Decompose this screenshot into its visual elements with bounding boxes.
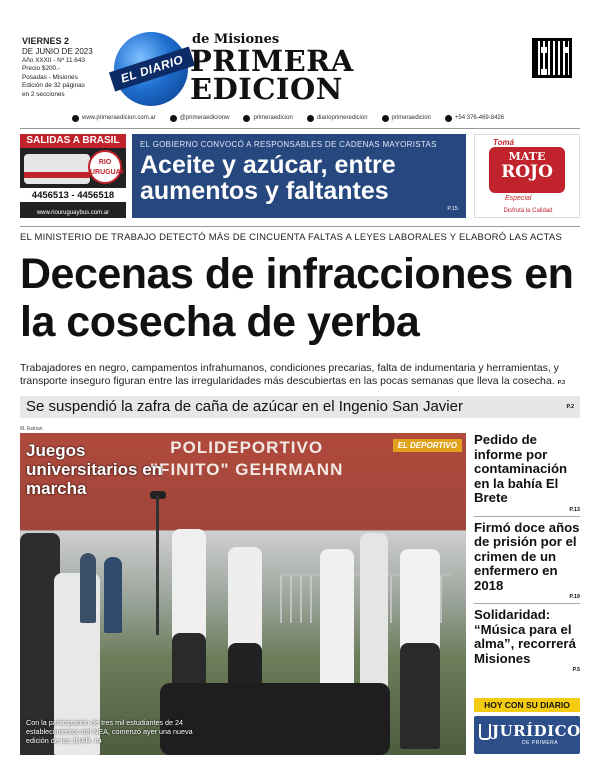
youtube-icon xyxy=(382,115,389,122)
side-story-page: P.5 xyxy=(572,667,580,673)
newspaper-logo xyxy=(110,28,490,106)
main-story-deck xyxy=(20,362,580,390)
date-block xyxy=(22,36,122,99)
strip-headline: Se suspendió la zafra de caña de azúcar en el Ingenio San Javier xyxy=(26,398,463,415)
top-story[interactable] xyxy=(132,134,466,218)
issue-day: VIERNES 2 xyxy=(22,36,70,46)
globe-icon xyxy=(72,115,79,122)
issue-city: Posadas - Misiones xyxy=(22,73,78,81)
side-column xyxy=(474,433,580,680)
social-twitter xyxy=(170,115,230,122)
side-story[interactable] xyxy=(474,433,580,517)
ad-mate-rojo[interactable] xyxy=(474,134,580,218)
ad-right-tagline: Disfrutá la Calidad xyxy=(503,208,553,214)
whatsapp-icon xyxy=(445,115,452,122)
ad-right-especial: Especial xyxy=(505,195,532,202)
juridicos-promo[interactable] xyxy=(474,716,593,754)
top-story-headline: Aceite y azúcar, entre aumentos y faltantes xyxy=(140,151,396,205)
issue-price: Precio $200.- xyxy=(22,65,61,73)
masthead xyxy=(22,28,578,108)
juridicos-title: JURÍDICOS xyxy=(492,722,593,740)
main-story-kicker: EL MINISTERIO DE TRABAJO DETECTÓ MÁS DE CINCUENTA FALTAS A LEYES LABORALES Y ELABORÓ LAS ACTAS xyxy=(20,232,562,243)
person-figure xyxy=(400,643,440,749)
issue-sections: en 2 secciones xyxy=(22,90,65,98)
photo-caption-page: P.4 xyxy=(94,739,102,745)
social-whatsapp xyxy=(445,115,504,122)
side-story-page: P.13 xyxy=(569,506,580,513)
social-facebook xyxy=(243,115,292,122)
main-story-page: P.3 xyxy=(557,380,566,386)
facebook-icon xyxy=(243,115,250,122)
photo-caption xyxy=(26,718,196,747)
ad-left-web: www.riouruguaybus.com.ar xyxy=(36,210,110,216)
logo-title-line1: PRIMERA xyxy=(190,44,354,78)
social-whatsapp-text: +54 376-469-8426 xyxy=(454,115,505,121)
lead-photo[interactable] xyxy=(20,433,466,755)
divider xyxy=(20,226,580,227)
main-story-headline[interactable]: Decenas de infracciones en la cosecha de yerba xyxy=(20,250,574,346)
secondary-headline-strip[interactable] xyxy=(20,396,580,418)
ad-left-phones: 4456513 - 4456518 xyxy=(20,188,126,202)
issue-number: Año XXXII - Nº 11.643 xyxy=(22,57,85,64)
ad-right-brand-line1: MATE xyxy=(508,150,546,163)
qr-code-icon xyxy=(532,38,572,78)
photo-headline: Juegos universitarios en marcha xyxy=(26,441,163,498)
side-story-page: P.19 xyxy=(569,594,580,600)
social-instagram-text: diarioprimeredicion xyxy=(316,115,368,121)
hoy-con-su-diario-banner[interactable]: HOY CON SU DIARIO xyxy=(474,698,580,712)
ad-right-brand-line2: ROJO xyxy=(501,162,553,182)
person-figure xyxy=(104,557,122,633)
social-instagram xyxy=(307,115,368,122)
photo-caption-text: Con la participación de tres mil estudiantes de 24 establecimientos del NEA, comenzó ayer una nueva edición de los JUAR. xyxy=(26,718,193,745)
twitter-icon xyxy=(170,115,177,122)
social-web-text: www.primeraedicion.com.ar xyxy=(82,115,156,121)
mate-rojo-logo xyxy=(489,147,565,193)
divider xyxy=(20,128,580,129)
issue-pages: Edición de 32 páginas xyxy=(22,82,85,90)
ad-right-toma: Tomá xyxy=(493,138,515,147)
bus-icon xyxy=(24,154,90,184)
side-story-headline: Pedido de informe por contaminación en la bahía El Brete xyxy=(474,432,568,505)
scales-icon xyxy=(479,724,491,740)
ad-left-brand: RIO URUGUAY xyxy=(88,150,122,184)
wall-text-line1: POLIDEPORTIVO xyxy=(170,438,324,457)
ad-left-title: SALIDAS A BRASIL xyxy=(20,134,126,148)
side-story-headline: Firmó doce años de prisión por el crimen de un enfermero en 2018 xyxy=(474,519,580,593)
side-story-headline: Solidaridad: “Música para el alma”, recorrerá Misiones xyxy=(474,607,576,666)
globe-icon xyxy=(114,32,188,106)
social-youtube-text: primeraedicion xyxy=(391,115,431,121)
main-story-deck-text: Trabajadores en negro, campamentos infrahumanos, condiciones precarias, falta de indumentaria y herramientas, y transporte inseguro figuran entre las irregularidades más descubiertas en las pocas semanas que lleva la cosecha. xyxy=(20,362,559,387)
strip-page: P.2 xyxy=(566,404,574,410)
photo-wall-text xyxy=(150,437,343,481)
person-figure xyxy=(80,553,96,623)
wall-text-line2: "FINITO" GEHRMANN xyxy=(150,460,344,479)
ad-rio-uruguay[interactable] xyxy=(20,134,126,218)
issue-date: DE JUNIO DE 2023 xyxy=(22,47,93,56)
social-twitter-text: @primeraedicionw xyxy=(179,115,230,121)
logo-title-line2: EDICION xyxy=(190,72,343,106)
section-badge: EL DEPORTIVO xyxy=(393,439,462,452)
top-story-page: P.15 xyxy=(447,206,458,212)
side-story[interactable] xyxy=(474,608,580,676)
social-links xyxy=(72,112,552,124)
juridicos-subtitle: DE PRIMERA xyxy=(522,740,559,746)
instagram-icon xyxy=(307,115,314,122)
bus-stripe xyxy=(24,172,90,178)
social-youtube xyxy=(382,115,431,122)
top-story-kicker: EL GOBIERNO CONVOCÓ A RESPONSABLES DE CADENAS MAYORISTAS xyxy=(140,140,437,149)
social-facebook-text: primeraedicion xyxy=(253,115,293,121)
lamp-post xyxy=(156,495,159,635)
social-web xyxy=(72,115,156,122)
side-story[interactable] xyxy=(474,521,580,605)
photo-credit: M. Estrian xyxy=(20,426,43,432)
logo-band: EL DIARIO xyxy=(109,47,195,92)
logo-subtitle: de Misiones xyxy=(192,32,280,47)
